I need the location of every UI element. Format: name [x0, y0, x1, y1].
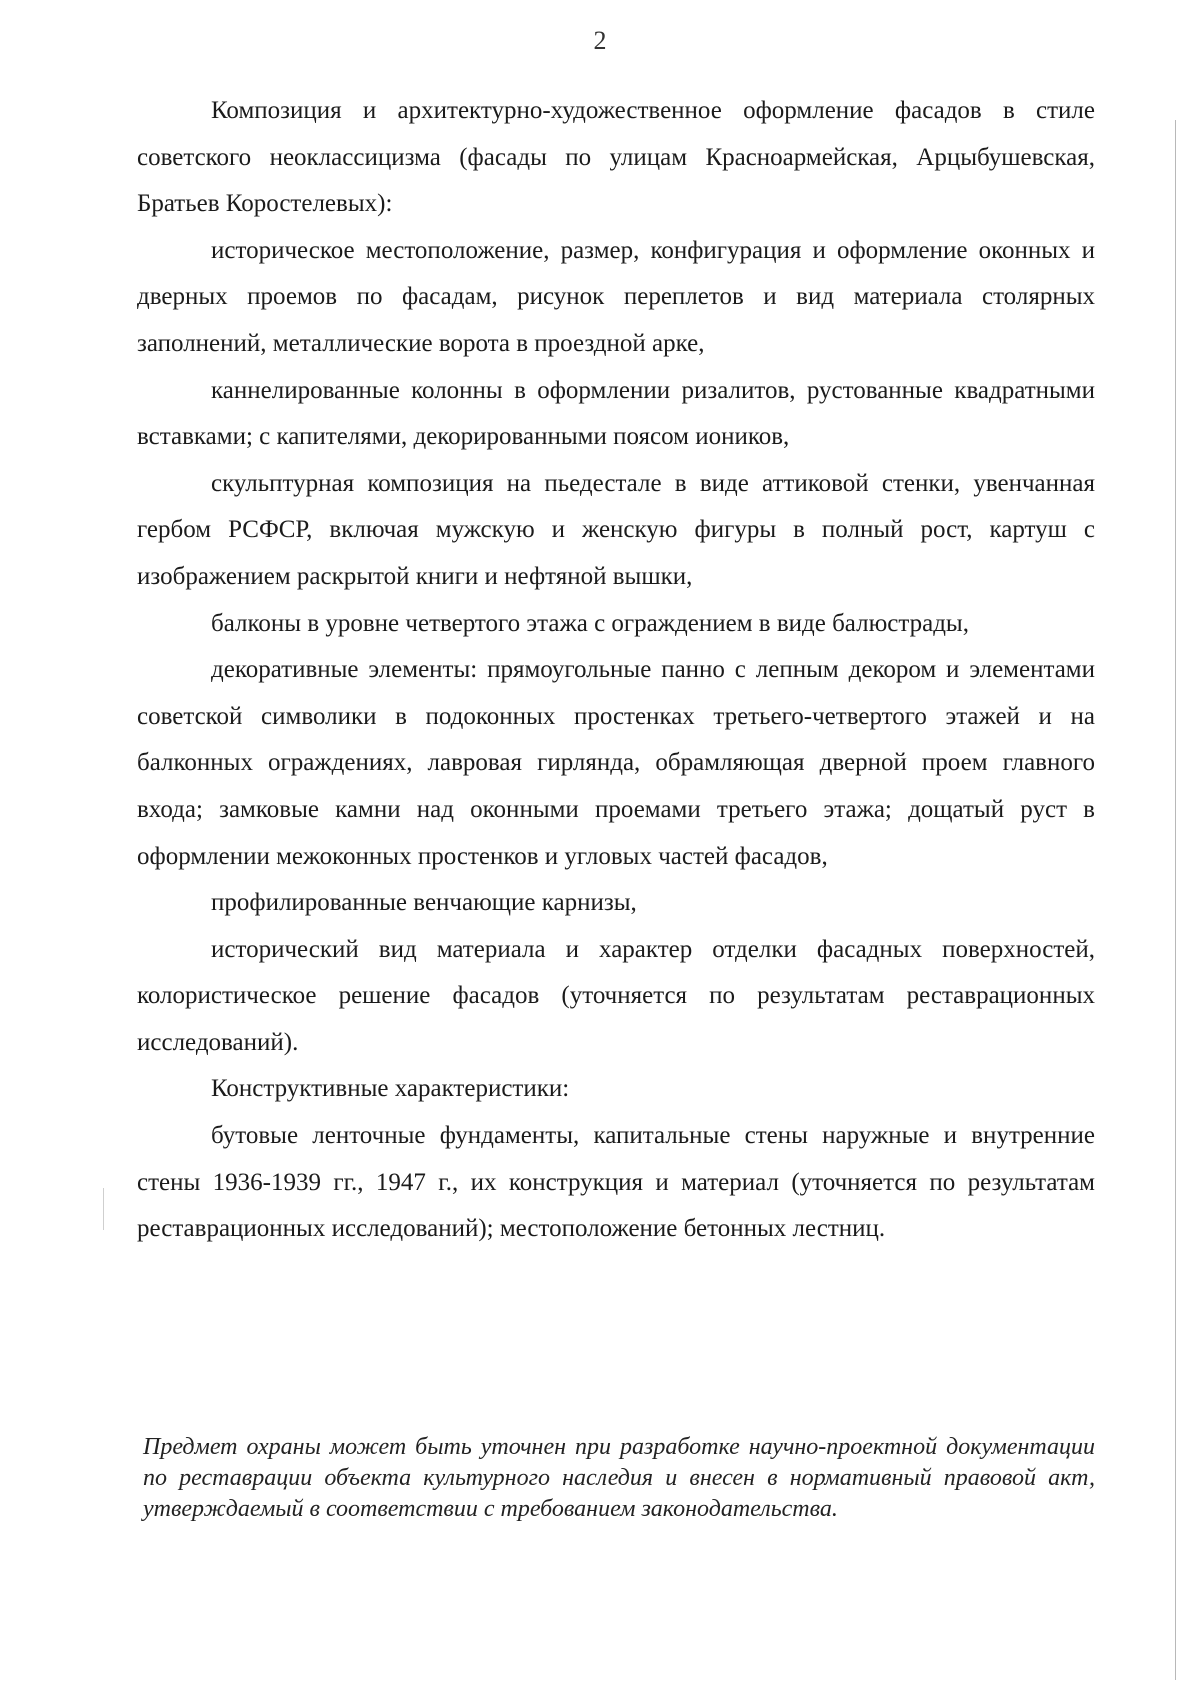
paragraph-window-door-openings: историческое местоположение, размер, конфигурация и оформление оконных и дверных проемов по фасадам, рисунок переплетов и вид материала столярных заполнений, металлические ворота в проездной арке,	[137, 236, 1095, 357]
paragraph-facade-composition: Композиция и архитектурно-художественное оформление фасадов в стиле советского неоклассицизма (фасады по улицам Красноармейская, Арцыбушевская, Братьев Коростелевых):	[137, 97, 1095, 218]
italic-note: Предмет охраны может быть уточнен при разработке научно-проектной документации по реставрации объекта культурного наследия и внесен в нормативный правовой акт, утверждаемый в соответствии с требованием законодательства.	[143, 1434, 1095, 1522]
paragraph-surface-finish: исторический вид материала и характер отделки фасадных поверхностей, колористическое решение фасадов (уточняется по результатам реставрационных исследований).	[137, 935, 1095, 1056]
scan-margin-line	[1175, 120, 1176, 1680]
paragraph-structural-heading: Конструктивные характеристики:	[211, 1075, 570, 1103]
paragraph-cornices: профилированные венчающие карнизы,	[211, 889, 637, 917]
paragraph-fluted-columns: каннелированные колонны в оформлении ризалитов, рустованные квадратными вставками; с капителями, декорированными поясом иоников,	[137, 376, 1095, 451]
paragraph-balconies: балконы в уровне четвертого этажа с ограждением в виде балюстрады,	[211, 609, 969, 637]
paragraph-sculptural-composition: скульптурная композиция на пьедестале в виде аттиковой стенки, увенчанная гербом РСФСР, включая мужскую и женскую фигуры в полный рост, картуш с изображением раскрытой книги и нефтяной вышки,	[137, 469, 1095, 590]
scan-artifact-mark	[103, 1188, 104, 1230]
paragraph-foundations-walls: бутовые ленточные фундаменты, капитальные стены наружные и внутренние стены 1936-1939 гг., 1947 г., их конструкция и материал (уточняется по результатам реставрационных исследований); местоположение бетонных лестниц.	[137, 1122, 1095, 1243]
page-number: 2	[593, 26, 607, 55]
paragraph-decorative-elements: декоративные элементы: прямоугольные панно с лепным декором и элементами советской символики в подоконных простенках третьего-четвертого этажей и на балконных ограждениях, лавровая гирлянда, обрамляющая дверной проем главного входа; замковые камни над оконными проемами третьего этажа; дощатый руст в оформлении межоконных простенков и угловых частей фасадов,	[137, 656, 1095, 870]
document-body	[137, 88, 1095, 1253]
